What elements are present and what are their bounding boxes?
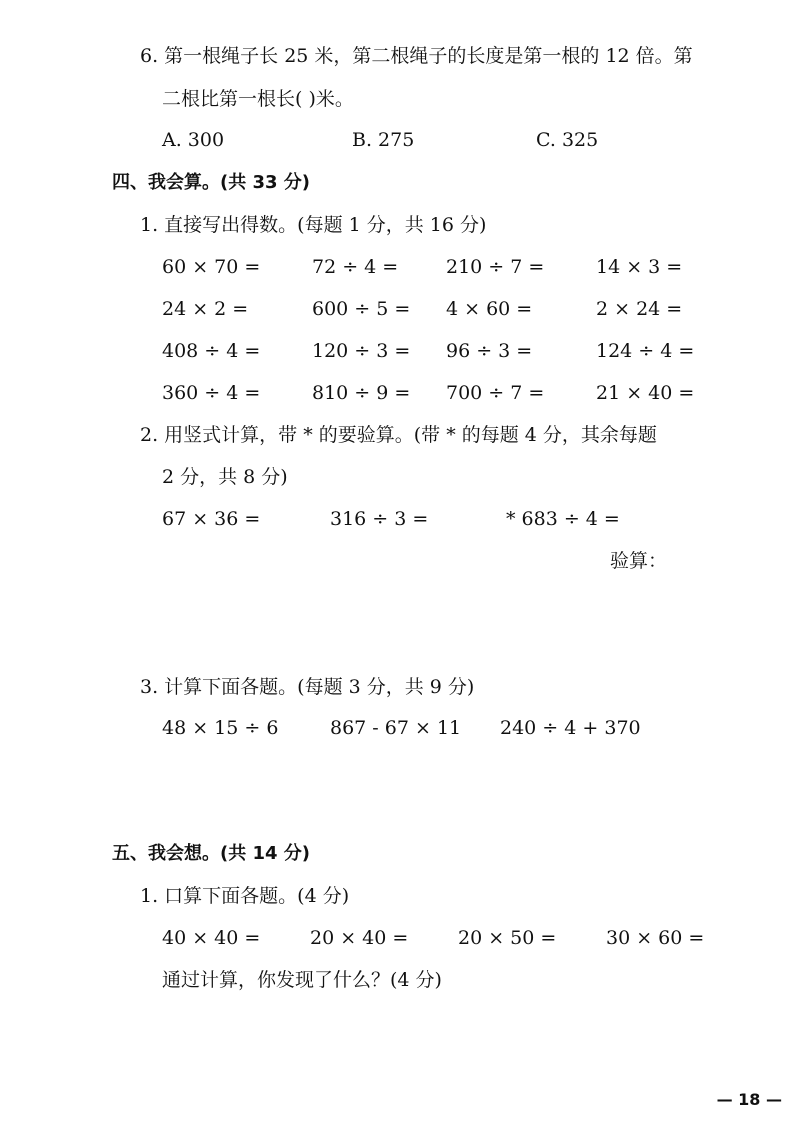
oral-item: 60 × 70 = xyxy=(162,256,261,278)
oral-item: 20 × 40 = xyxy=(310,927,409,949)
oral-item: 21 × 40 = xyxy=(596,382,695,404)
oral-item: 124 ÷ 4 = xyxy=(596,340,695,362)
oral-item: 30 × 60 = xyxy=(606,927,705,949)
oral-item: 20 × 50 = xyxy=(458,927,557,949)
s5-p1-title: 1. 口算下面各题。(4 分) xyxy=(140,885,350,907)
check-label: 验算： xyxy=(610,550,668,572)
oral-item: 14 × 3 = xyxy=(596,256,683,278)
section4-heading: 四、我会算。(共 33 分) xyxy=(112,172,311,193)
oral-item: 700 ÷ 7 = xyxy=(446,382,545,404)
page-number: — 18 — xyxy=(716,1090,782,1109)
oral-item: 4 × 60 = xyxy=(446,298,533,320)
q6-option-a: A. 300 xyxy=(162,129,225,151)
oral-item: 40 × 40 = xyxy=(162,927,261,949)
oral-item: 408 ÷ 4 = xyxy=(162,340,261,362)
vertical-calc-item: 316 ÷ 3 = xyxy=(330,508,429,530)
mixed-calc-item: 240 ÷ 4 + 370 xyxy=(500,717,641,739)
q6-line1: 6. 第一根绳子长 25 米，第二根绳子的长度是第一根的 12 倍。第 xyxy=(140,45,693,67)
s4-p3-title: 3. 计算下面各题。(每题 3 分，共 9 分) xyxy=(140,676,475,698)
oral-item: 120 ÷ 3 = xyxy=(312,340,411,362)
oral-item: 810 ÷ 9 = xyxy=(312,382,411,404)
q6-line2: 二根比第一根长( )米。 xyxy=(162,88,354,110)
mixed-calc-item: 867 - 67 × 11 xyxy=(330,717,462,739)
q6-option-b: B. 275 xyxy=(352,129,415,151)
mixed-calc-item: 48 × 15 ÷ 6 xyxy=(162,717,279,739)
q6-option-c: C. 325 xyxy=(536,129,599,151)
oral-item: 72 ÷ 4 = xyxy=(312,256,399,278)
oral-item: 600 ÷ 5 = xyxy=(312,298,411,320)
oral-item: 24 × 2 = xyxy=(162,298,249,320)
oral-item: 96 ÷ 3 = xyxy=(446,340,533,362)
vertical-calc-item: * 683 ÷ 4 = xyxy=(506,508,620,530)
s4-p2-title-line1: 2. 用竖式计算，带 * 的要验算。(带 * 的每题 4 分，其余每题 xyxy=(140,424,657,446)
oral-item: 2 × 24 = xyxy=(596,298,683,320)
section5-heading: 五、我会想。(共 14 分) xyxy=(112,843,311,864)
s5-question: 通过计算，你发现了什么？(4 分) xyxy=(162,969,442,991)
vertical-calc-item: 67 × 36 = xyxy=(162,508,261,530)
oral-item: 210 ÷ 7 = xyxy=(446,256,545,278)
oral-item: 360 ÷ 4 = xyxy=(162,382,261,404)
s4-p2-title-line2: 2 分，共 8 分) xyxy=(162,466,288,488)
s4-p1-title: 1. 直接写出得数。(每题 1 分，共 16 分) xyxy=(140,214,487,236)
